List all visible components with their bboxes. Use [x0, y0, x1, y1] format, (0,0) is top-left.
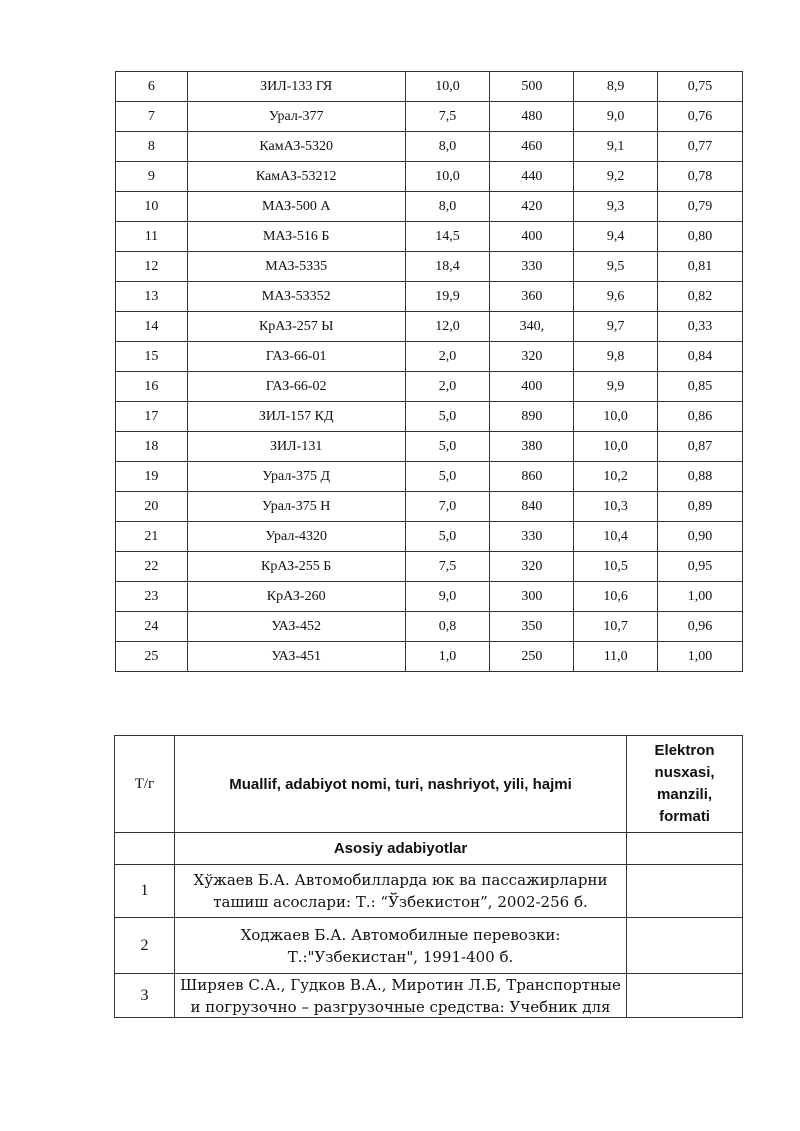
spec-cell-vehicle-model: УАЗ-451 — [187, 642, 405, 672]
reference-format-cell — [627, 865, 743, 918]
spec-cell-value-c: 0,84 — [658, 342, 743, 372]
spec-cell-vehicle-model: КрАЗ-257 Ы — [187, 312, 405, 342]
spec-table-row — [116, 372, 743, 402]
spec-cell-value-a: 440 — [490, 162, 574, 192]
section-title: Asosiy adabiyotlar — [174, 833, 626, 865]
spec-cell-value-b: 9,9 — [574, 372, 658, 402]
spec-cell-vehicle-model: КрАЗ-255 Б — [187, 552, 405, 582]
reference-row — [115, 974, 743, 1018]
header-number: Т/г — [115, 736, 175, 833]
spec-cell-value-c: 0,90 — [658, 522, 743, 552]
spec-cell-value-c: 0,33 — [658, 312, 743, 342]
spec-table-row — [116, 72, 743, 102]
spec-cell-row-number: 15 — [116, 342, 188, 372]
spec-cell-load-capacity: 8,0 — [405, 132, 490, 162]
spec-table-row — [116, 312, 743, 342]
spec-table-row — [116, 222, 743, 252]
spec-cell-value-a: 500 — [490, 72, 574, 102]
reference-line: и погрузочно – разгрузочные средства: Учебник для — [190, 998, 611, 1016]
spec-cell-value-b: 9,1 — [574, 132, 658, 162]
spec-cell-value-c: 0,80 — [658, 222, 743, 252]
vehicle-spec-table-body — [116, 72, 743, 672]
section-row — [115, 833, 743, 865]
spec-cell-vehicle-model: МАЗ-5335 — [187, 252, 405, 282]
spec-cell-value-b: 9,5 — [574, 252, 658, 282]
section-empty-cell — [115, 833, 175, 865]
header-format-line: Elektron — [654, 742, 715, 759]
reference-text — [174, 918, 626, 974]
reference-line: Т.:"Узбекистан", 1991-400 б. — [287, 947, 514, 966]
spec-cell-value-a: 480 — [490, 102, 574, 132]
spec-cell-value-b: 9,4 — [574, 222, 658, 252]
spec-cell-value-a: 460 — [490, 132, 574, 162]
spec-cell-load-capacity: 2,0 — [405, 372, 490, 402]
spec-table-row — [116, 642, 743, 672]
reference-row — [115, 865, 743, 918]
references-table — [114, 735, 743, 1018]
spec-table-row — [116, 432, 743, 462]
spec-cell-value-a: 320 — [490, 342, 574, 372]
spec-cell-value-c: 0,79 — [658, 192, 743, 222]
spec-cell-value-b: 8,9 — [574, 72, 658, 102]
spec-cell-value-a: 350 — [490, 612, 574, 642]
spec-cell-vehicle-model: УАЗ-452 — [187, 612, 405, 642]
spec-cell-value-c: 0,86 — [658, 402, 743, 432]
reference-number: 2 — [115, 918, 175, 974]
spec-cell-value-c: 0,77 — [658, 132, 743, 162]
spec-cell-load-capacity: 8,0 — [405, 192, 490, 222]
reference-line: ташиш асослари: Т.: “Ўзбекистон”, 2002-256 б. — [213, 893, 588, 911]
spec-table-row — [116, 402, 743, 432]
spec-table-row — [116, 522, 743, 552]
spec-cell-load-capacity: 7,5 — [405, 552, 490, 582]
header-format-line: manzili, — [657, 786, 713, 803]
reference-number: 3 — [115, 974, 175, 1018]
spec-cell-vehicle-model: ЗИЛ-157 КД — [187, 402, 405, 432]
spec-cell-vehicle-model: КамАЗ-5320 — [187, 132, 405, 162]
spec-cell-row-number: 23 — [116, 582, 188, 612]
spec-cell-value-b: 10,2 — [574, 462, 658, 492]
spec-cell-vehicle-model: Урал-377 — [187, 102, 405, 132]
spec-table-row — [116, 102, 743, 132]
spec-cell-value-b: 10,3 — [574, 492, 658, 522]
references-header-row — [115, 736, 743, 833]
spec-cell-value-b: 9,0 — [574, 102, 658, 132]
spec-cell-row-number: 10 — [116, 192, 188, 222]
spec-cell-vehicle-model: МАЗ-500 А — [187, 192, 405, 222]
spec-cell-value-a: 340, — [490, 312, 574, 342]
spec-table-row — [116, 252, 743, 282]
spec-cell-load-capacity: 14,5 — [405, 222, 490, 252]
spec-cell-row-number: 12 — [116, 252, 188, 282]
reference-number: 1 — [115, 865, 175, 918]
spec-cell-value-b: 9,8 — [574, 342, 658, 372]
spec-cell-load-capacity: 18,4 — [405, 252, 490, 282]
spec-cell-value-c: 0,87 — [658, 432, 743, 462]
spec-cell-value-c: 0,81 — [658, 252, 743, 282]
spec-cell-load-capacity: 12,0 — [405, 312, 490, 342]
spec-cell-value-c: 0,88 — [658, 462, 743, 492]
spec-cell-load-capacity: 10,0 — [405, 72, 490, 102]
header-title: Muallif, adabiyot nomi, turi, nashriyot, yili, hajmi — [174, 736, 626, 833]
spec-cell-value-b: 9,6 — [574, 282, 658, 312]
reference-text-clip — [175, 974, 626, 1017]
spec-cell-value-b: 10,4 — [574, 522, 658, 552]
section-empty-cell — [627, 833, 743, 865]
spec-cell-vehicle-model: Урал-375 Н — [187, 492, 405, 522]
spec-cell-row-number: 8 — [116, 132, 188, 162]
spec-cell-load-capacity: 9,0 — [405, 582, 490, 612]
spec-cell-row-number: 22 — [116, 552, 188, 582]
header-format-line: formati — [659, 808, 710, 825]
spec-cell-value-a: 380 — [490, 432, 574, 462]
spec-cell-row-number: 18 — [116, 432, 188, 462]
spec-cell-value-c: 0,75 — [658, 72, 743, 102]
reference-line: Ширяев С.А., Гудков В.А., Миротин Л.Б, Транспортные — [180, 976, 621, 994]
spec-cell-row-number: 24 — [116, 612, 188, 642]
spec-cell-row-number: 21 — [116, 522, 188, 552]
spec-cell-load-capacity: 5,0 — [405, 522, 490, 552]
vehicle-spec-table — [115, 71, 743, 672]
spec-cell-row-number: 20 — [116, 492, 188, 522]
spec-cell-value-c: 0,95 — [658, 552, 743, 582]
spec-cell-load-capacity: 5,0 — [405, 402, 490, 432]
spec-cell-row-number: 19 — [116, 462, 188, 492]
spec-cell-vehicle-model: КамАЗ-53212 — [187, 162, 405, 192]
spec-cell-value-b: 9,3 — [574, 192, 658, 222]
spec-cell-row-number: 13 — [116, 282, 188, 312]
spec-table-row — [116, 462, 743, 492]
spec-cell-value-a: 420 — [490, 192, 574, 222]
spec-cell-load-capacity: 2,0 — [405, 342, 490, 372]
spec-cell-value-b: 10,5 — [574, 552, 658, 582]
spec-cell-value-c: 0,89 — [658, 492, 743, 522]
spec-cell-value-c: 1,00 — [658, 582, 743, 612]
spec-cell-value-a: 330 — [490, 252, 574, 282]
spec-cell-value-b: 10,0 — [574, 432, 658, 462]
spec-cell-value-b: 11,0 — [574, 642, 658, 672]
header-format-line: nusxasi, — [654, 764, 715, 781]
spec-cell-row-number: 25 — [116, 642, 188, 672]
spec-cell-row-number: 14 — [116, 312, 188, 342]
spec-cell-value-a: 250 — [490, 642, 574, 672]
reference-line: Ходжаев Б.А. Автомобилные перевозки: — [240, 925, 561, 944]
spec-cell-vehicle-model: МАЗ-53352 — [187, 282, 405, 312]
spec-cell-row-number: 16 — [116, 372, 188, 402]
spec-cell-value-a: 890 — [490, 402, 574, 432]
spec-cell-row-number: 17 — [116, 402, 188, 432]
spec-cell-value-a: 320 — [490, 552, 574, 582]
spec-cell-value-a: 300 — [490, 582, 574, 612]
reference-text — [174, 865, 626, 918]
spec-table-row — [116, 192, 743, 222]
spec-table-row — [116, 612, 743, 642]
reference-row — [115, 918, 743, 974]
spec-table-row — [116, 282, 743, 312]
spec-cell-load-capacity: 7,5 — [405, 102, 490, 132]
reference-format-cell — [627, 974, 743, 1018]
spec-table-row — [116, 162, 743, 192]
header-format — [627, 736, 743, 833]
spec-table-row — [116, 342, 743, 372]
spec-cell-value-c: 0,85 — [658, 372, 743, 402]
spec-cell-load-capacity: 7,0 — [405, 492, 490, 522]
spec-cell-row-number: 11 — [116, 222, 188, 252]
spec-cell-value-b: 10,7 — [574, 612, 658, 642]
spec-cell-value-b: 9,7 — [574, 312, 658, 342]
spec-cell-value-b: 10,6 — [574, 582, 658, 612]
spec-cell-vehicle-model: МАЗ-516 Б — [187, 222, 405, 252]
spec-table-row — [116, 552, 743, 582]
spec-cell-load-capacity: 5,0 — [405, 432, 490, 462]
spec-table-row — [116, 492, 743, 522]
spec-cell-load-capacity: 0,8 — [405, 612, 490, 642]
spec-cell-value-c: 0,96 — [658, 612, 743, 642]
spec-cell-vehicle-model: ГАЗ-66-01 — [187, 342, 405, 372]
spec-cell-value-a: 400 — [490, 372, 574, 402]
spec-cell-row-number: 6 — [116, 72, 188, 102]
spec-cell-vehicle-model: Урал-4320 — [187, 522, 405, 552]
spec-cell-value-b: 10,0 — [574, 402, 658, 432]
spec-cell-load-capacity: 19,9 — [405, 282, 490, 312]
spec-cell-load-capacity: 10,0 — [405, 162, 490, 192]
spec-cell-vehicle-model: ГАЗ-66-02 — [187, 372, 405, 402]
spec-cell-load-capacity: 1,0 — [405, 642, 490, 672]
spec-cell-value-c: 0,78 — [658, 162, 743, 192]
spec-cell-vehicle-model: ЗИЛ-133 ГЯ — [187, 72, 405, 102]
spec-cell-row-number: 9 — [116, 162, 188, 192]
spec-cell-value-a: 400 — [490, 222, 574, 252]
spec-cell-value-a: 330 — [490, 522, 574, 552]
spec-cell-vehicle-model: КрАЗ-260 — [187, 582, 405, 612]
spec-cell-vehicle-model: ЗИЛ-131 — [187, 432, 405, 462]
spec-cell-value-a: 360 — [490, 282, 574, 312]
spec-cell-row-number: 7 — [116, 102, 188, 132]
spec-cell-load-capacity: 5,0 — [405, 462, 490, 492]
spec-cell-value-c: 0,76 — [658, 102, 743, 132]
spec-cell-value-b: 9,2 — [574, 162, 658, 192]
spec-cell-value-c: 0,82 — [658, 282, 743, 312]
reference-text — [174, 974, 626, 1018]
spec-table-row — [116, 132, 743, 162]
spec-table-row — [116, 582, 743, 612]
spec-cell-vehicle-model: Урал-375 Д — [187, 462, 405, 492]
spec-cell-value-a: 860 — [490, 462, 574, 492]
reference-format-cell — [627, 918, 743, 974]
reference-line: Хўжаев Б.А. Автомобилларда юк ва пассажирларни — [193, 871, 608, 889]
spec-cell-value-a: 840 — [490, 492, 574, 522]
spec-cell-value-c: 1,00 — [658, 642, 743, 672]
